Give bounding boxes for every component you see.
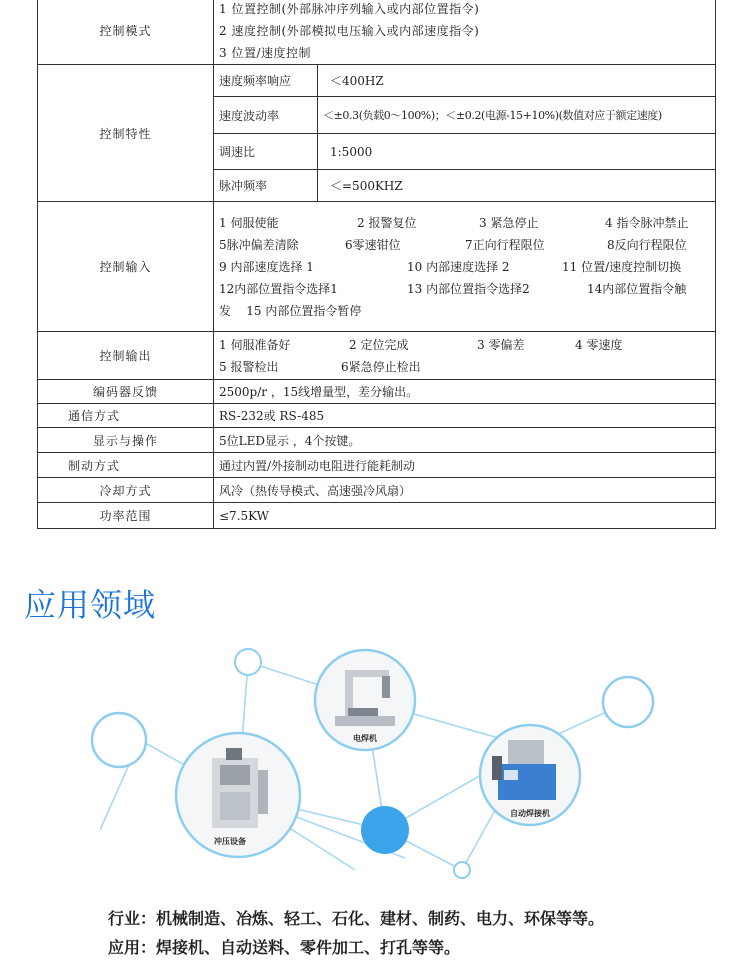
power-range-label: 功率范围 bbox=[38, 503, 214, 529]
input-item: 9 内部速度选择 1 bbox=[219, 259, 314, 274]
input-item: 1 伺服使能 bbox=[219, 215, 279, 230]
output-item: 2 定位完成 bbox=[349, 337, 409, 352]
control-input-label: 控制输入 bbox=[38, 202, 214, 332]
characteristic-value: ＜±0.3(负载0～100%)；＜±0.2(电源-15+10%)(数值对应于额定速度) bbox=[318, 97, 716, 134]
table-row bbox=[38, 503, 716, 529]
control-output-values bbox=[214, 332, 716, 380]
table-row bbox=[38, 478, 716, 503]
characteristic-value: ＜=500KHZ bbox=[318, 170, 716, 202]
braking-value: 通过内置/外接制动电阻进行能耗制动 bbox=[214, 453, 716, 478]
input-item: 10 内部速度选择 2 bbox=[407, 259, 510, 274]
machine-node-left bbox=[176, 733, 300, 857]
application-network-diagram bbox=[0, 630, 750, 900]
output-item: 6紧急停止检出 bbox=[341, 359, 421, 374]
control-mode-line: 1 位置控制(外部脉冲序列输入或内部位置指令) bbox=[219, 1, 480, 16]
display-operation-label: 显示与操作 bbox=[38, 428, 214, 453]
characteristic-name: 速度频率响应 bbox=[214, 65, 318, 97]
characteristic-value: 1:5000 bbox=[318, 134, 716, 170]
ring-node bbox=[454, 862, 470, 878]
machine-label-left: 冲压设备 bbox=[214, 837, 246, 846]
control-output-label: 控制输出 bbox=[38, 332, 214, 380]
power-range-value: ≤7.5KW bbox=[214, 503, 716, 529]
braking-label: 制动方式 bbox=[38, 453, 214, 478]
output-item: 4 零速度 bbox=[575, 337, 623, 352]
input-item: 4 指令脉冲禁止 bbox=[605, 215, 689, 230]
control-input-values bbox=[214, 202, 716, 332]
input-item: 8反向行程限位 bbox=[607, 237, 687, 252]
encoder-feedback-label: 编码器反馈 bbox=[38, 380, 214, 404]
machine-node-right bbox=[480, 725, 580, 825]
spec-table bbox=[37, 0, 716, 529]
input-item: 5脉冲偏差清除 bbox=[219, 237, 299, 252]
input-item: 11 位置/速度控制切换 bbox=[562, 259, 682, 274]
table-row bbox=[38, 453, 716, 478]
control-characteristics-label: 控制特性 bbox=[38, 65, 214, 202]
input-item: 6零速钳位 bbox=[345, 237, 401, 252]
input-item: 发 15 内部位置指令暂停 bbox=[219, 303, 362, 318]
communication-value: RS-232或 RS-485 bbox=[214, 404, 716, 428]
ring-node bbox=[603, 677, 653, 727]
table-row bbox=[38, 65, 716, 97]
characteristic-name: 速度波动率 bbox=[214, 97, 318, 134]
control-mode-line: 2 速度控制(外部模拟电压输入或内部速度指令) bbox=[219, 23, 480, 38]
table-row bbox=[38, 0, 716, 65]
input-item: 7正向行程限位 bbox=[465, 237, 545, 252]
output-item: 5 报警检出 bbox=[219, 359, 279, 374]
cooling-value: 风冷（热传导模式、高速强冷风扇） bbox=[214, 478, 716, 503]
input-item: 2 报警复位 bbox=[357, 215, 417, 230]
center-node bbox=[361, 806, 409, 854]
output-item: 1 伺服准备好 bbox=[219, 337, 291, 352]
table-row bbox=[38, 202, 716, 332]
control-mode-label: 控制模式 bbox=[38, 0, 214, 65]
characteristic-name: 脉冲频率 bbox=[214, 170, 318, 202]
output-item: 3 零偏差 bbox=[477, 337, 525, 352]
table-row bbox=[38, 428, 716, 453]
machine-node-top bbox=[315, 650, 415, 750]
machine-label-top: 电焊机 bbox=[353, 734, 377, 743]
application-text: 应用：焊接机、自动送料、零件加工、打孔等等。 bbox=[108, 938, 461, 957]
table-row bbox=[38, 380, 716, 404]
display-operation-value: 5位LED显示 ，4个按键。 bbox=[214, 428, 716, 453]
control-mode-line: 3 位置/速度控制 bbox=[219, 45, 311, 60]
encoder-feedback-value: 2500p/r ，15线增量型，差分输出。 bbox=[214, 380, 716, 404]
characteristic-value: ＜400HZ bbox=[318, 65, 716, 97]
input-item: 3 紧急停止 bbox=[479, 215, 539, 230]
control-mode-values bbox=[214, 0, 716, 65]
ring-node bbox=[92, 713, 146, 767]
table-row bbox=[38, 404, 716, 428]
ring-node bbox=[235, 649, 261, 675]
industry-text: 行业：机械制造、冶炼、轻工、石化、建材、制药、电力、环保等等。 bbox=[108, 909, 605, 928]
input-item: 13 内部位置指令选择2 bbox=[407, 281, 530, 296]
section-title: 应用领域 bbox=[24, 586, 157, 624]
machine-label-right: 自动焊接机 bbox=[510, 809, 550, 818]
table-row bbox=[38, 332, 716, 380]
characteristic-name: 调速比 bbox=[214, 134, 318, 170]
input-item: 14内部位置指令触 bbox=[587, 281, 687, 296]
communication-label: 通信方式 bbox=[38, 404, 214, 428]
cooling-label: 冷却方式 bbox=[38, 478, 214, 503]
input-item: 12内部位置指令选择1 bbox=[219, 281, 338, 296]
